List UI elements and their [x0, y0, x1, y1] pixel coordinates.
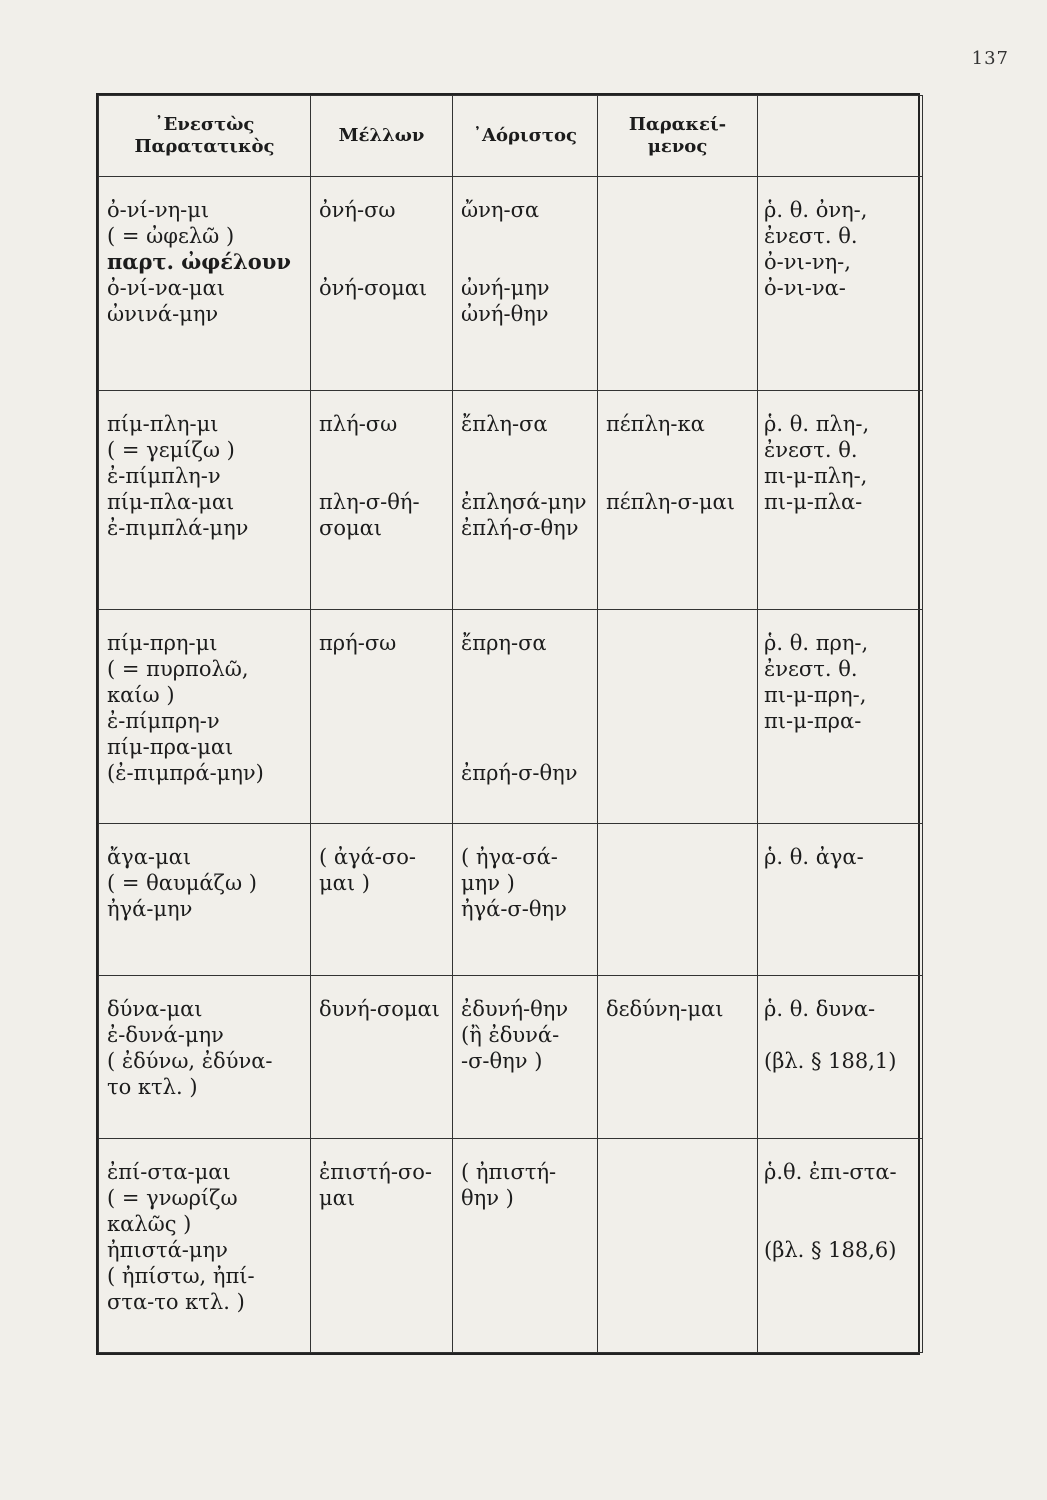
cell-line: ὠνή-μην — [461, 276, 550, 300]
cell-line: πι-μ-πλη-, — [764, 463, 868, 488]
cell-line: (βλ. § 188,1) — [764, 1049, 897, 1074]
header-root — [758, 96, 923, 177]
cell-future — [311, 177, 453, 391]
cell-line: πι-μ-πρα- — [764, 708, 862, 733]
cell-line: ῥ.θ. ἐπι-στα- — [764, 1160, 897, 1185]
cell-line: ἐ-πίμπρη-ν — [107, 708, 220, 733]
cell-line: ( = γεμίζω ) — [107, 437, 235, 462]
cell-line: ἐ-πίμπλη-ν — [107, 463, 221, 488]
cell-present — [99, 390, 311, 609]
cell-line: ( = ὠφελῶ ) — [107, 224, 235, 248]
cell-line: καίω ) — [107, 682, 175, 707]
cell-line — [606, 437, 751, 463]
cell-aorist — [453, 609, 598, 823]
cell-line: ἠπιστά-μην — [107, 1238, 228, 1263]
cell-perfect — [598, 823, 758, 976]
cell-line: στα-το κτλ. ) — [107, 1290, 245, 1315]
cell-line — [461, 734, 591, 760]
cell-line — [319, 437, 446, 463]
cell-line: ἐπιστή-σο- — [319, 1160, 433, 1185]
cell-line: ὀνή-σομαι — [319, 276, 428, 300]
cell-perfect — [598, 976, 758, 1139]
cell-line: μην ) — [461, 870, 515, 895]
cell-line: δύνα-μαι — [107, 997, 203, 1022]
cell-line: ἐδυνή-θην — [461, 997, 569, 1022]
cell-aorist — [453, 177, 598, 391]
cell-root — [758, 177, 923, 391]
cell-line: ὀ-νι-νη-, — [764, 250, 851, 274]
cell-line: -σ-θην ) — [461, 1049, 543, 1074]
cell-line — [319, 223, 446, 249]
page-number: 137 — [971, 48, 1009, 69]
cell-line: ῥ. θ. δυνα- — [764, 997, 876, 1022]
verb-table — [96, 93, 920, 1355]
table-row — [99, 609, 923, 823]
cell-line: ὀ-νί-να-μαι — [107, 276, 225, 300]
cell-aorist — [453, 976, 598, 1139]
cell-line: πίμ-πρη-μι — [107, 630, 218, 655]
cell-root — [758, 976, 923, 1139]
cell-line: ἐ-δυνά-μην — [107, 1023, 224, 1048]
cell-line: πλή-σω — [319, 411, 398, 436]
table-row — [99, 177, 923, 391]
cell-line: καλῶς ) — [107, 1212, 192, 1237]
cell-line: πι-μ-πρη-, — [764, 682, 867, 707]
cell-perfect — [598, 1139, 758, 1353]
table-row — [99, 823, 923, 976]
cell-line: ῥ. θ. ἀγα- — [764, 844, 864, 869]
cell-present — [99, 177, 311, 391]
cell-line: πι-μ-πλα- — [764, 489, 863, 514]
cell-present — [99, 976, 311, 1139]
cell-perfect — [598, 609, 758, 823]
cell-line: πρή-σω — [319, 630, 397, 655]
header-aorist: ᾿Αόριστος — [453, 96, 598, 177]
cell-line: (ἢ ἐδυνά- — [461, 1023, 560, 1048]
cell-line: ( ἠγα-σά- — [461, 844, 558, 869]
cell-line: δεδύνη-μαι — [606, 997, 724, 1022]
cell-line: ῥ. θ. ὀνη-, — [764, 198, 868, 222]
cell-root — [758, 390, 923, 609]
cell-line — [461, 708, 591, 734]
cell-line: ( ἀγά-σο- — [319, 844, 416, 869]
cell-perfect — [598, 390, 758, 609]
cell-line — [764, 1022, 916, 1048]
cell-line: πίμ-πλη-μι — [107, 411, 219, 436]
cell-line — [764, 1185, 916, 1211]
cell-line: μαι — [319, 1186, 356, 1211]
table-row — [99, 1139, 923, 1353]
cell-line: ( ἐδύνω, ἐδύνα- — [107, 1049, 273, 1074]
cell-line: ἐ-πιμπλά-μην — [107, 515, 249, 540]
header-perfect: Παρακεί- μενος — [598, 96, 758, 177]
table-row — [99, 390, 923, 609]
cell-line: ( = γνωρίζω — [107, 1186, 238, 1211]
cell-line: δυνή-σομαι — [319, 997, 440, 1022]
cell-future — [311, 823, 453, 976]
cell-present — [99, 1139, 311, 1353]
cell-perfect — [598, 177, 758, 391]
header-present: ᾿Ενεστὼς Παρατατικὸς — [99, 96, 311, 177]
cell-line: μαι ) — [319, 870, 370, 895]
cell-line: ἔπλη-σα — [461, 411, 548, 436]
cell-future — [311, 390, 453, 609]
cell-line: ἄγα-μαι — [107, 844, 192, 869]
cell-line: ἐπλησά-μην — [461, 489, 587, 514]
cell-line: ἔπρη-σα — [461, 630, 547, 655]
cell-aorist — [453, 390, 598, 609]
cell-line: πέπλη-σ-μαι — [606, 489, 735, 514]
cell-line — [764, 1211, 916, 1237]
cell-line: ἐπί-στα-μαι — [107, 1160, 231, 1185]
cell-future — [311, 1139, 453, 1353]
cell-line: ὀ-νί-νη-μι — [107, 198, 210, 222]
cell-line: πέπλη-κα — [606, 411, 705, 436]
cell-line: ὀνή-σω — [319, 198, 396, 222]
cell-line: πίμ-πρα-μαι — [107, 734, 234, 759]
cell-line: ὠνή-θην — [461, 302, 549, 326]
header-future: Μέλλων — [311, 96, 453, 177]
cell-line — [461, 656, 591, 682]
cell-line: ( ἠπίστω, ἠπί- — [107, 1264, 255, 1289]
cell-line: ῥ. θ. πλη-, — [764, 411, 870, 436]
cell-line — [461, 223, 591, 249]
cell-line: (ἐ-πιμπρά-μην) — [107, 760, 264, 785]
header-row — [99, 96, 923, 177]
cell-line: το κτλ. ) — [107, 1075, 198, 1100]
cell-line: ἠγά-μην — [107, 896, 193, 921]
cell-line: ἠγά-σ-θην — [461, 896, 567, 921]
cell-line: σομαι — [319, 515, 383, 540]
cell-present — [99, 823, 311, 976]
cell-present — [99, 609, 311, 823]
table-row — [99, 976, 923, 1139]
cell-aorist — [453, 1139, 598, 1353]
cell-line: ὤνη-σα — [461, 198, 540, 222]
cell-root — [758, 609, 923, 823]
cell-line: ῥ. θ. πρη-, — [764, 630, 869, 655]
cell-line: ὀ-νι-να- — [764, 276, 846, 300]
cell-line — [606, 463, 751, 489]
cell-line — [461, 249, 591, 275]
cell-root — [758, 823, 923, 976]
cell-aorist — [453, 823, 598, 976]
cell-line: ( = πυρπολῶ, — [107, 656, 249, 681]
cell-line: ( = θαυμάζω ) — [107, 870, 257, 895]
cell-line — [461, 463, 591, 489]
cell-root — [758, 1139, 923, 1353]
cell-line: ἐνεστ. θ. — [764, 437, 858, 462]
cell-line: θην ) — [461, 1186, 514, 1211]
cell-line — [319, 463, 446, 489]
cell-line: ὠνινά-μην — [107, 302, 219, 326]
cell-line: ἐπλή-σ-θην — [461, 515, 579, 540]
cell-line: ἐπρή-σ-θην — [461, 760, 578, 785]
cell-line — [461, 437, 591, 463]
cell-line: πλη-σ-θή- — [319, 489, 420, 514]
cell-line: (βλ. § 188,6) — [764, 1238, 897, 1263]
cell-line: παρτ. ὠφέλουν — [107, 249, 291, 274]
cell-line — [319, 249, 446, 275]
cell-line: ἐνεστ. θ. — [764, 224, 858, 248]
cell-line: ( ἠπιστή- — [461, 1160, 557, 1185]
cell-line: πίμ-πλα-μαι — [107, 489, 235, 514]
cell-line: ἐνεστ. θ. — [764, 656, 858, 681]
cell-future — [311, 609, 453, 823]
cell-future — [311, 976, 453, 1139]
cell-line — [461, 682, 591, 708]
